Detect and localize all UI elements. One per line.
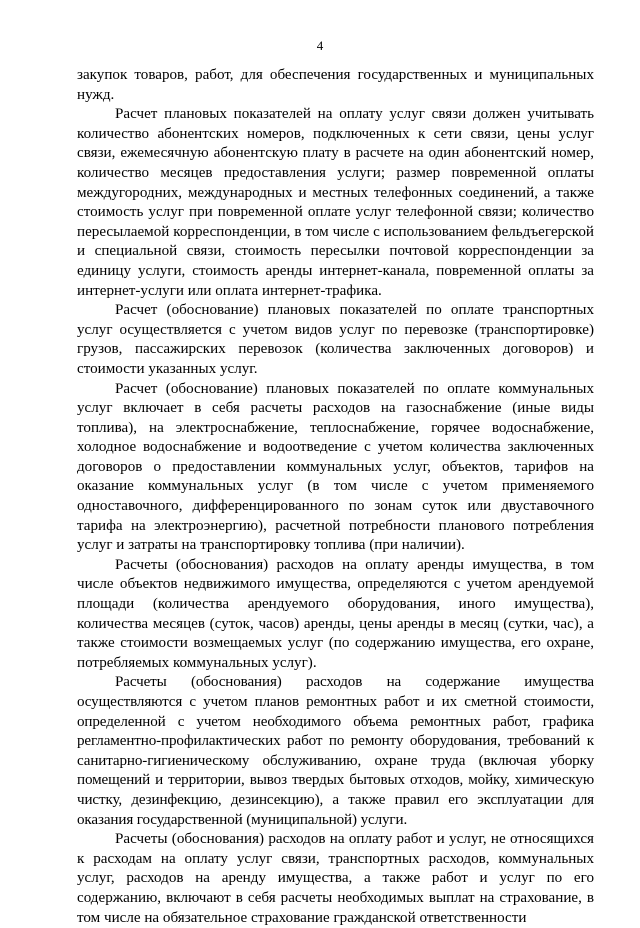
paragraph-utility-services: Расчет (обоснование) плановых показателей по оплате коммунальных услуг включает в себя расчеты расходов на газоснабжение (иные виды топлива), на электроснабжение, теплоснабжение, горячее водоснабжение, холодное водоснабжение и водоотведение с учетом количества заключенных договоров о предоставлении коммунальных услуг, объектов, тарифов на оказание коммунальных услуг (в том числе с учетом применяемого одноставочного, дифференцированного по зонам суток или двуставочного тарифа на электроэнергию), расчетной потребности планового потребления услуг и затраты на транспортировку топлива (при наличии). [77,380,594,554]
paragraph-other-works-services: Расчеты (обоснования) расходов на оплату работ и услуг, не относящихся к расходам на оплату услуг связи, транспортных расходов, коммунальных услуг, расходов на аренду имущества, а также работ и услуг по его содержанию, включают в себя расчеты необходимых выплат на страхование, в том числе на обязательное страхование гражданской ответственности [77,831,594,926]
document-body [77,66,594,928]
paragraph-property-rent: Расчеты (обоснования) расходов на оплату аренды имущества, в том числе объектов недвижимого имущества, определяются с учетом арендуемой площади (количества арендуемого оборудования, иного имущества), количества месяцев (суток, часов) аренды, цены аренды в месяц (сутки, час), а также стоимости возмещаемых услуг (по содержанию имущества, его охране, потребляемых коммунальных услуг). [77,556,594,671]
paragraph-transport-services: Расчет (обоснование) плановых показателей по оплате транспортных услуг осуществляется с учетом видов услуг по перевозке (транспортировке) грузов, пассажирских перевозок (количества заключенных договоров) и стоимости указанных услуг. [77,302,594,377]
paragraph-property-maintenance: Расчеты (обоснования) расходов на содержание имущества осуществляются с учетом планов ремонтных работ и их сметной стоимости, определенной с учетом необходимого объема ремонтных работ, графика регламентно-профилактических работ по ремонту оборудования, требований к санитарно-гигиеническому обслуживанию, охране труда (включая уборку помещений и территории, вывоз твердых бытовых отходов, мойку, химическую чистку, дезинфекцию, дезинсекцию), а также правил его эксплуатации для оказания государственной (муниципальной) услуги. [77,674,594,828]
page-number: 4 [316,38,324,53]
paragraph-continued: закупок товаров, работ, для обеспечения государственных и муниципальных нужд. [77,67,594,103]
paragraph-communication-services: Расчет плановых показателей на оплату услуг связи должен учитывать количество абонентских номеров, подключенных к сети связи, цены услуг связи, ежемесячную абонентскую плату в расчете на один абонентский номер, количество месяцев предоставления услуги; размер повременной оплаты междугородних, международных и местных телефонных соединений, а также стоимость услуг при повременной оплате услуг телефонной связи; количество пересылаемой корреспонденции, в том числе с использованием фельдъегерской и специальной связи, стоимость пересылки почтовой корреспонденции за единицу услуги, стоимость аренды интернет-канала, повременной оплаты за интернет-услуги или оплата интернет-трафика. [77,106,594,299]
